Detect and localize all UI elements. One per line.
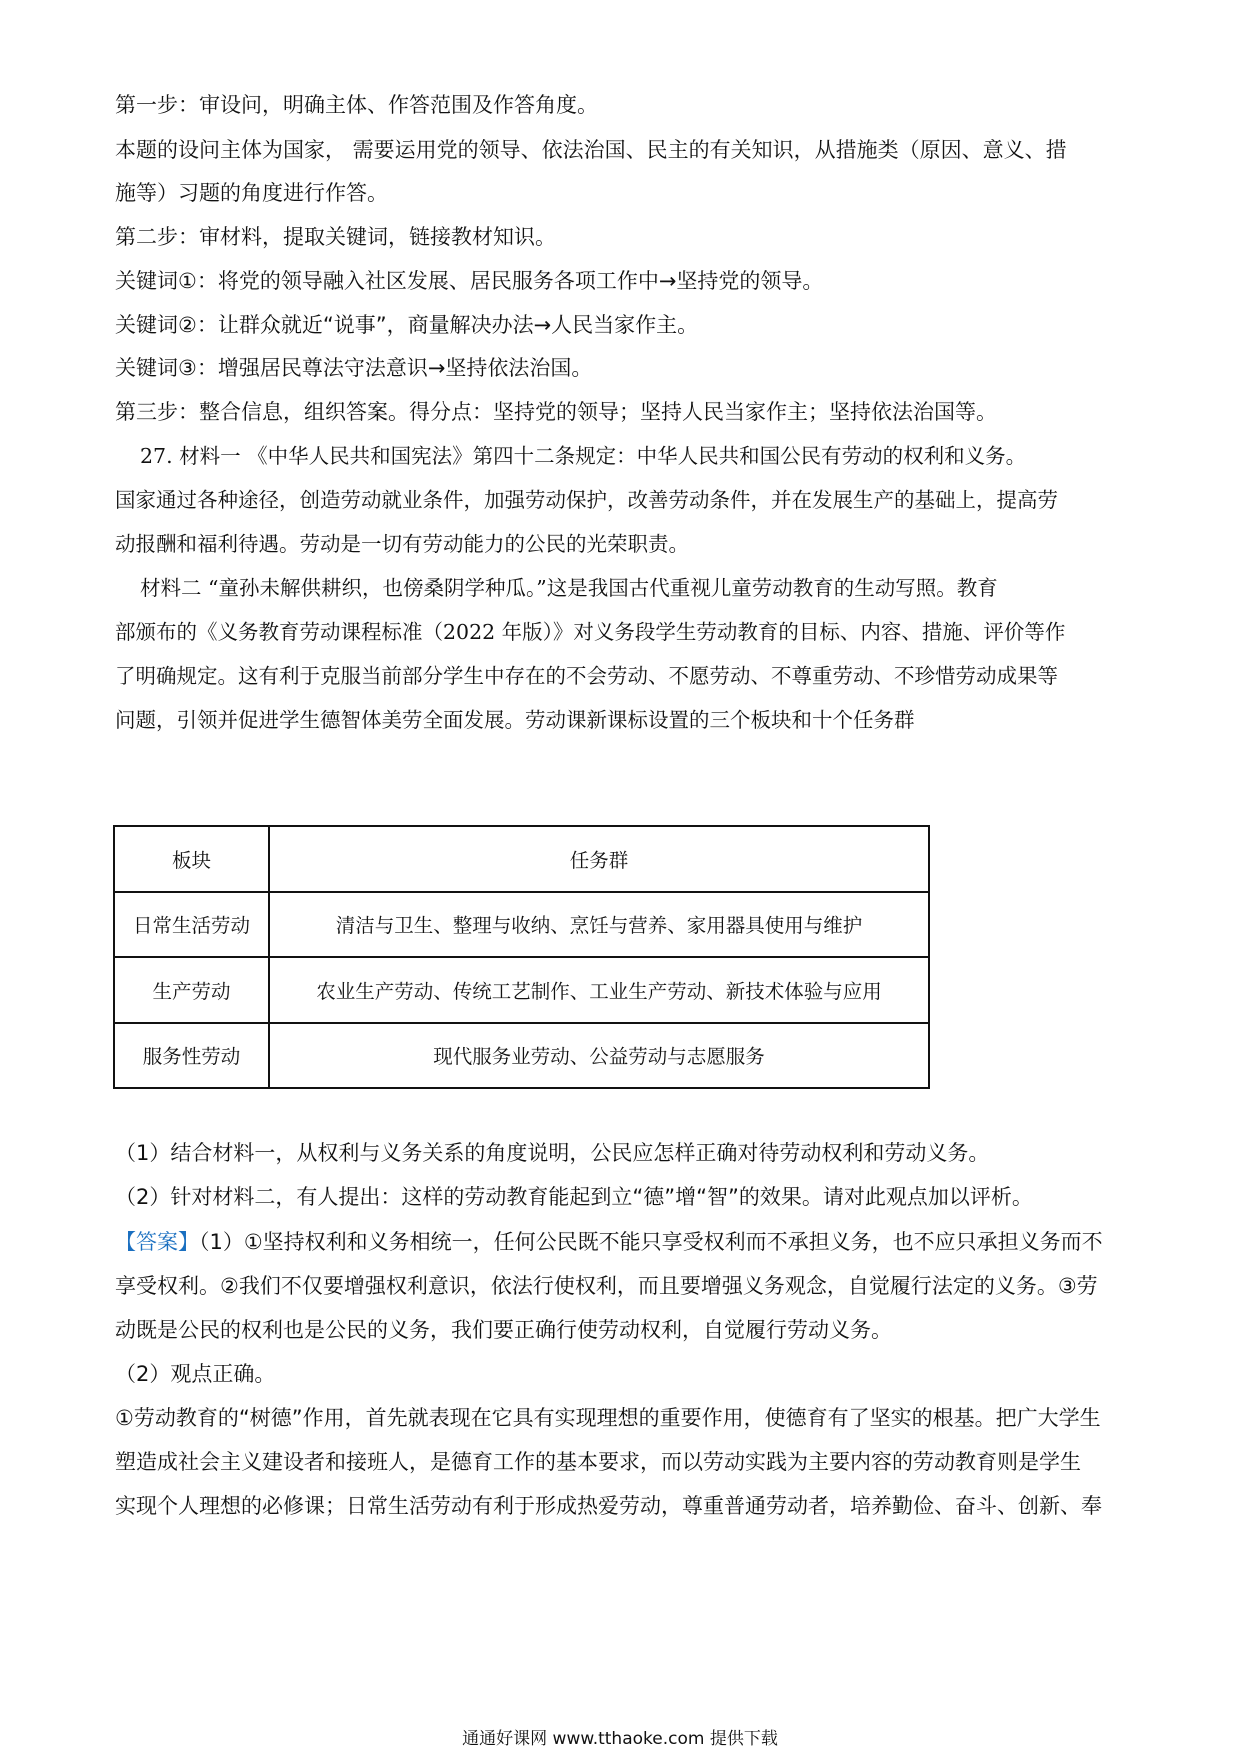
- table-cell: 现代服务业劳动、公益劳动与志愿服务: [269, 1023, 929, 1089]
- material-2-line: 材料二 “童孙未解供耕织，也傍桑阴学种瓜。”这是我国古代重视儿童劳动教育的生动写照。教育: [140, 576, 998, 600]
- step-2: 第二步：审材料，提取关键词，链接教材知识。: [115, 225, 556, 249]
- keyword-1: 关键词①：将党的领导融入社区发展、居民服务各项工作中→坚持党的领导。: [115, 269, 824, 293]
- answer-line: 塑造成社会主义建设者和接班人，是德育工作的基本要求，而以劳动实践为主要内容的劳动教育则是学生: [115, 1450, 1081, 1474]
- keyword-2: 关键词②：让群众就近“说事”，商量解决办法→人民当家作主。: [115, 313, 699, 337]
- step-3: 第三步：整合信息，组织答案。得分点：坚持党的领导；坚持人民当家作主；坚持依法治国等。: [115, 400, 997, 424]
- material-2-line: 部颁布的《义务教育劳动课程标准（2022 年版）》对义务段学生劳动教育的目标、内容、措施、评价等作: [115, 620, 1066, 644]
- material-2-line: 了明确规定。这有利于克服当前部分学生中存在的不会劳动、不愿劳动、不尊重劳动、不珍惜劳动成果等: [115, 664, 1058, 688]
- labor-task-table: [113, 825, 930, 1089]
- step-1-detail: 本题的设问主体为国家， 需要运用党的领导、依法治国、民主的有关知识，从措施类（原因、意义、措: [115, 138, 1067, 162]
- material-2-line: 问题，引领并促进学生德智体美劳全面发展。劳动课新课标设置的三个板块和十个任务群: [115, 708, 915, 732]
- answer-line: ①劳动教育的“树德”作用，首先就表现在它具有实现理想的重要作用，使德育有了坚实的根基。把广大学生: [115, 1406, 1101, 1430]
- sub-question-1: （1）结合材料一，从权利与义务关系的角度说明，公民应怎样正确对待劳动权利和劳动义务。: [115, 1141, 990, 1165]
- keyword-3: 关键词③：增强居民尊法守法意识→坚持依法治国。: [115, 356, 593, 380]
- table-cell: 生产劳动: [114, 957, 269, 1023]
- sub-question-2: （2）针对材料二，有人提出：这样的劳动教育能起到立“德”增“智”的效果。请对此观点加以评析。: [115, 1185, 1033, 1209]
- answer-line: 动既是公民的权利也是公民的义务，我们要正确行使劳动权利，自觉履行劳动义务。: [115, 1318, 892, 1342]
- table-header-cell: 任务群: [269, 826, 929, 892]
- table-cell: 日常生活劳动: [114, 892, 269, 958]
- table-header-row: [114, 826, 929, 892]
- table-row: [114, 957, 929, 1023]
- answer-line: 实现个人理想的必修课；日常生活劳动有利于形成热爱劳动，尊重普通劳动者，培养勤俭、奋斗、创新、奉: [115, 1494, 1102, 1518]
- answer-line: （2）观点正确。: [115, 1362, 276, 1386]
- table-row: [114, 892, 929, 958]
- table-cell: 服务性劳动: [114, 1023, 269, 1089]
- answer-tag: 【答案】: [115, 1230, 199, 1254]
- table-row: [114, 1023, 929, 1089]
- material-1-line: 动报酬和福利待遇。劳动是一切有劳动能力的公民的光荣职责。: [115, 532, 689, 556]
- table-cell: 清洁与卫生、整理与收纳、烹饪与营养、家用器具使用与维护: [269, 892, 929, 958]
- table-cell: 农业生产劳动、传统工艺制作、工业生产劳动、新技术体验与应用: [269, 957, 929, 1023]
- page-footer: 通通好课网 www.tthaoke.com 提供下载: [462, 1729, 778, 1749]
- answer-line: 享受权利。②我们不仅要增强权利意识，依法行使权利，而且要增强义务观念，自觉履行法定的义务。③劳: [115, 1274, 1098, 1298]
- step-1-detail-cont: 施等）习题的角度进行作答。: [115, 181, 388, 205]
- step-1: 第一步：审设问，明确主体、作答范围及作答角度。: [115, 93, 598, 117]
- table-header-cell: 板块: [114, 826, 269, 892]
- answer-text: （1）①坚持权利和义务相统一，任何公民既不能只享受权利而不承担义务，也不应只承担义务而不: [199, 1230, 1103, 1254]
- material-1-line: 27. 材料一 《中华人民共和国宪法》第四十二条规定：中华人民共和国公民有劳动的权利和义务。: [140, 444, 1027, 468]
- answer-first-line: [115, 1227, 1103, 1257]
- material-1-line: 国家通过各种途径，创造劳动就业条件，加强劳动保护，改善劳动条件，并在发展生产的基础上，提高劳: [115, 488, 1058, 512]
